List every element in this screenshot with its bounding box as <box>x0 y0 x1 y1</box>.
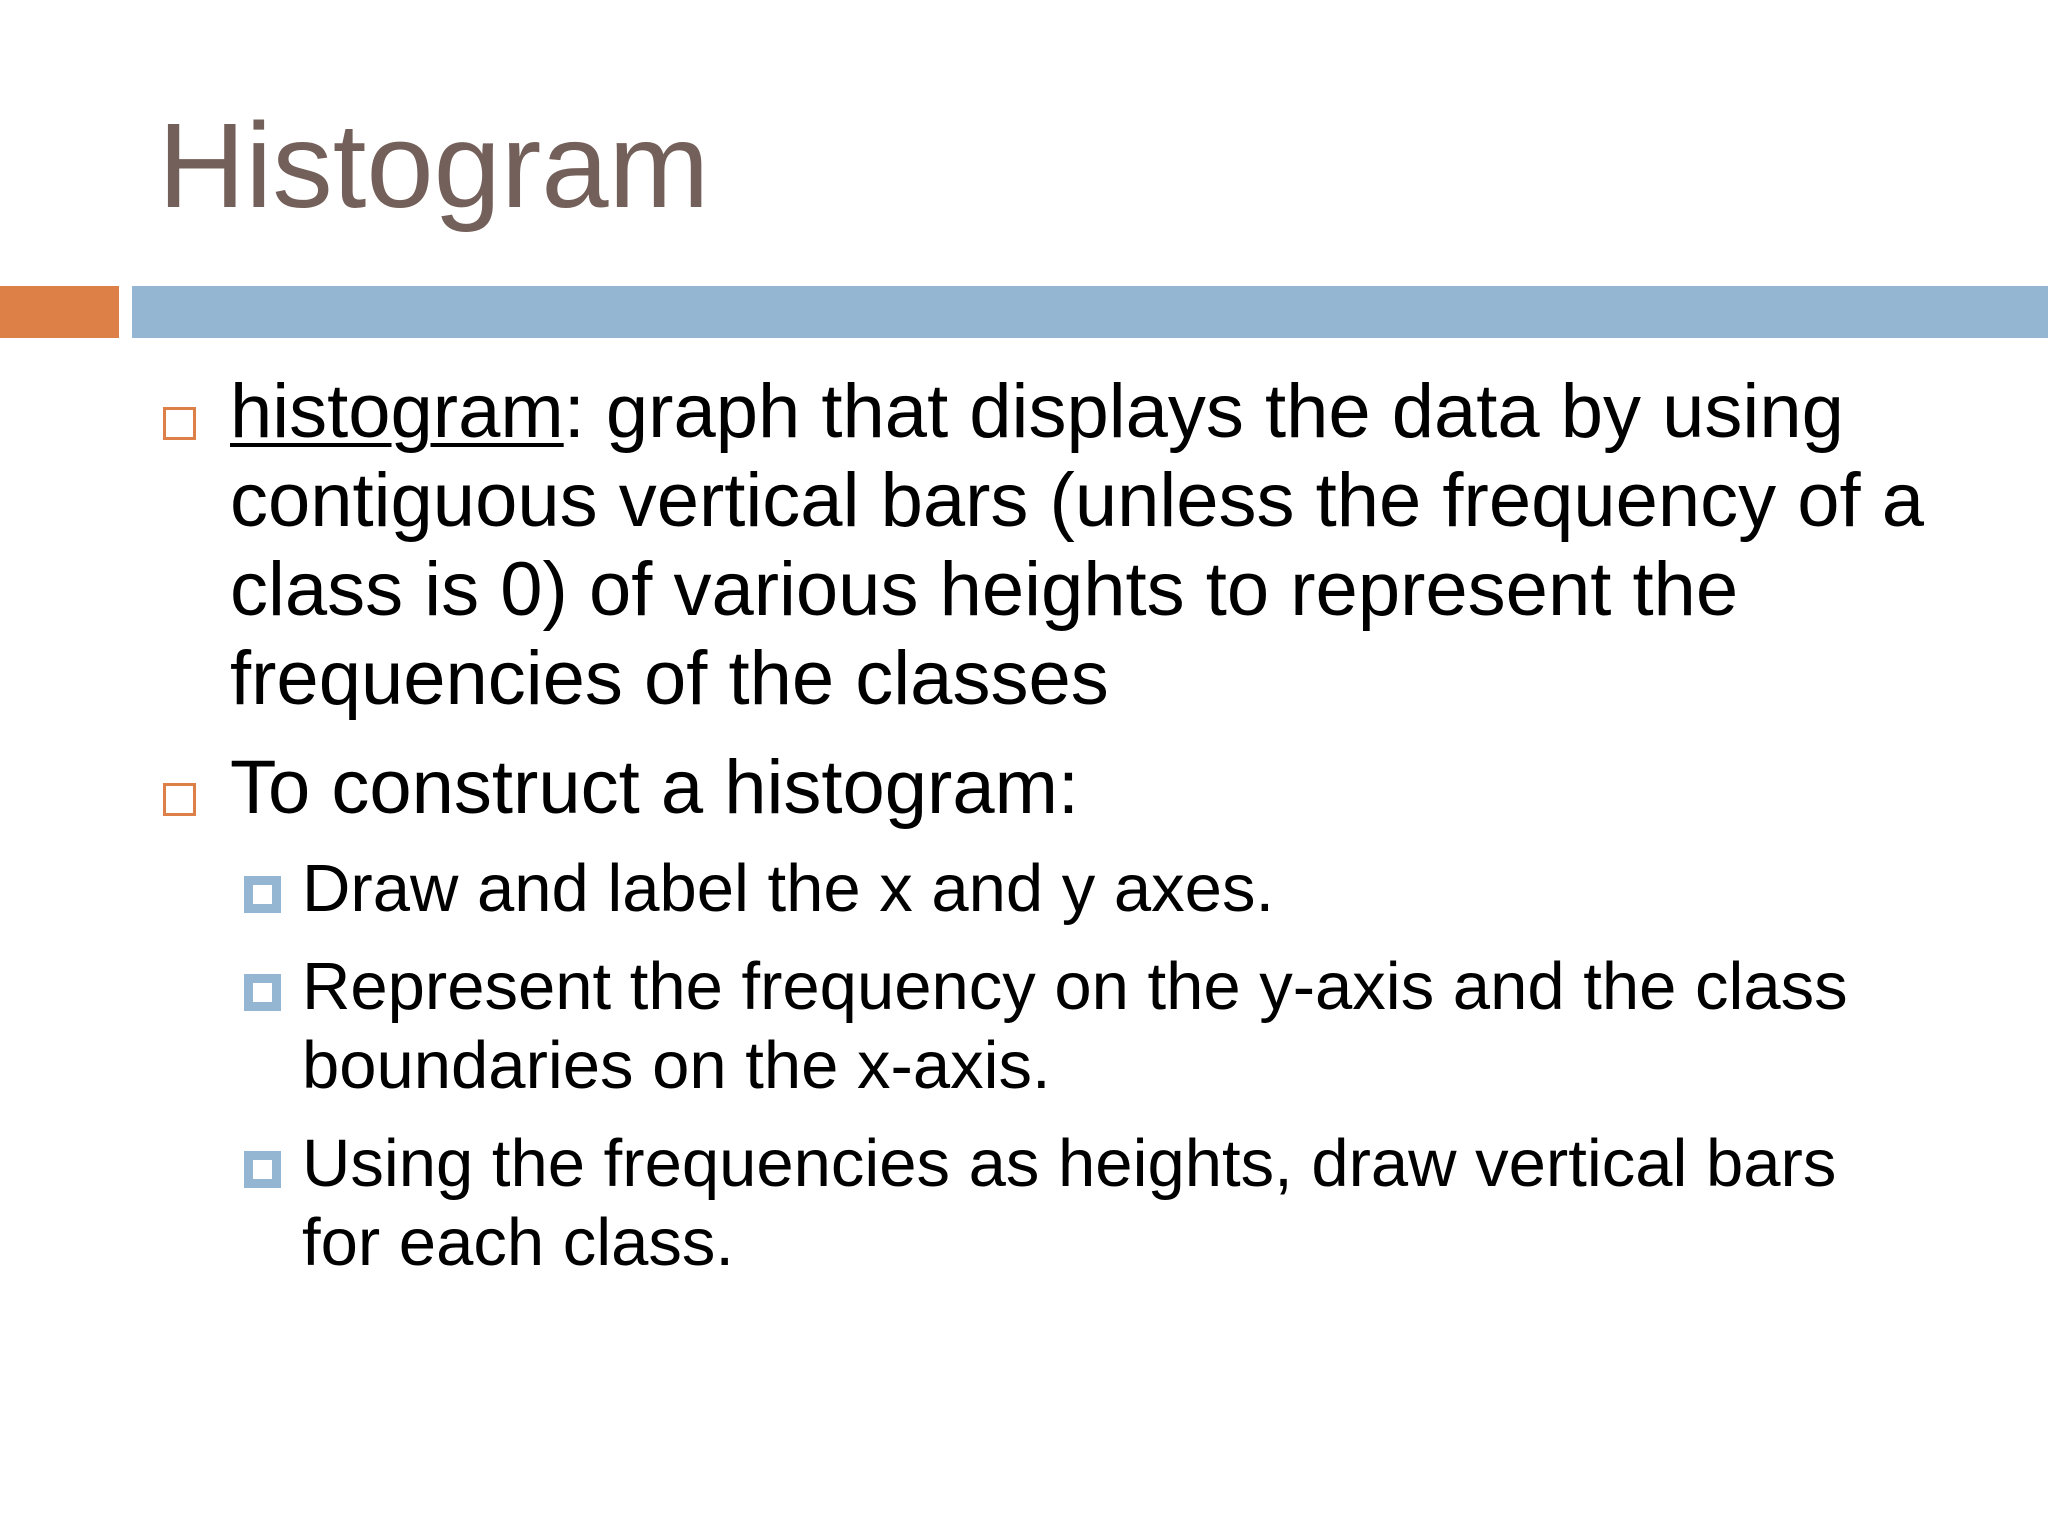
sub-bullet-frequency: Represent the frequency on the y-axis and the class boundaries on the x-axis. <box>302 949 1848 1103</box>
sub-bullet-axes: Draw and label the x and y axes. <box>302 851 1275 926</box>
square-bullet-icon <box>163 407 196 440</box>
square-bullet-icon <box>163 783 196 816</box>
definition-text: : graph that displays the data by using contiguous vertical bars (unless the frequency of a class is 0) of various heights to represent the frequencies of the classes <box>230 369 1925 721</box>
sub-bullet-icon <box>244 876 281 913</box>
sub-bullet-icon <box>244 974 281 1011</box>
sub-bullet-bars: Using the frequencies as heights, draw vertical bars for each class. <box>302 1126 1837 1280</box>
definition-term: histogram <box>230 369 564 454</box>
slide-title: Histogram <box>158 97 710 233</box>
sub-bullet-icon <box>244 1151 281 1188</box>
bullet-definition <box>230 367 1930 723</box>
bullet-construct: To construct a histogram: <box>230 745 1080 830</box>
